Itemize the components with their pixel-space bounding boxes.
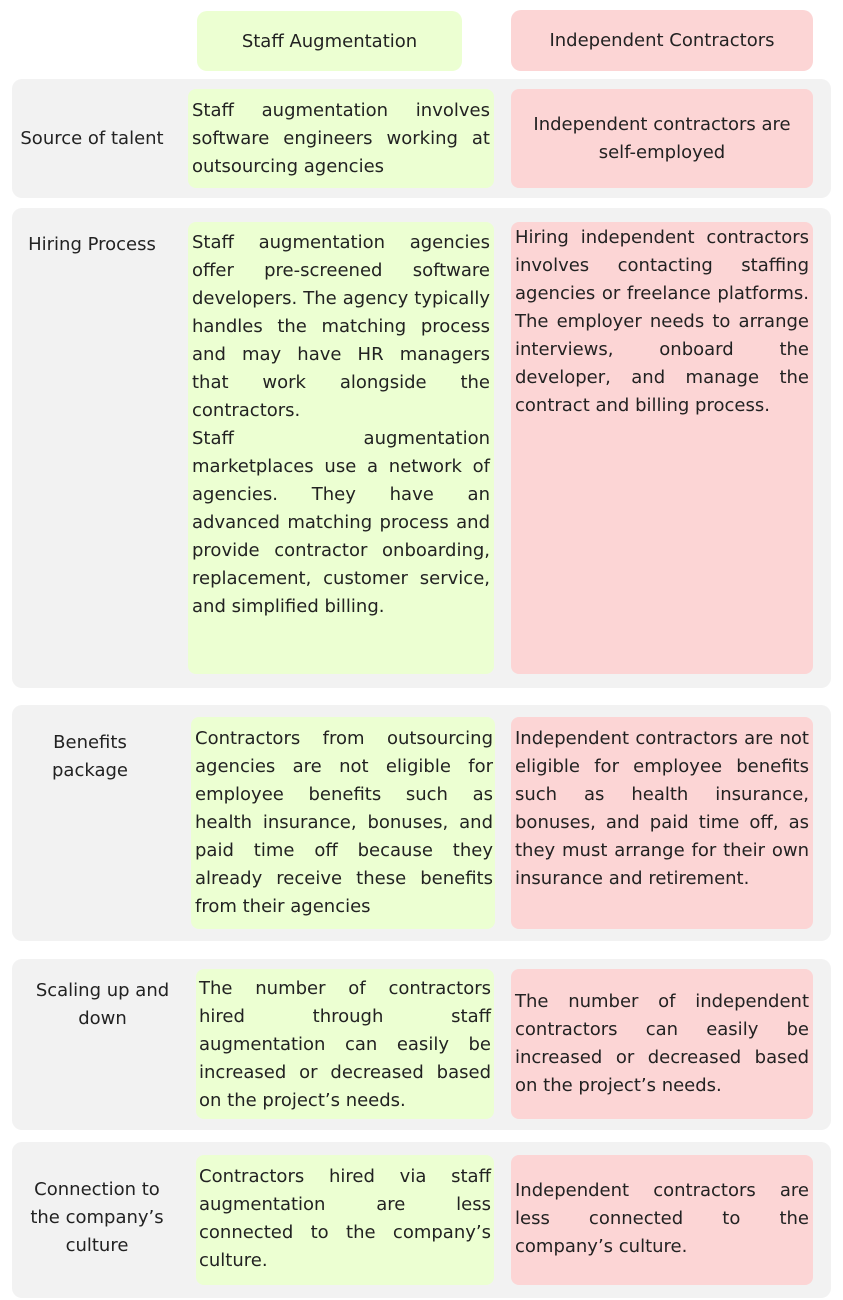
header-independent-label: Independent Contractors [549, 30, 775, 51]
header-independent-contractors [511, 10, 813, 71]
independent-text-hiring-process [513, 224, 811, 420]
staff-text-source-of-talent [190, 97, 492, 181]
row-label-culture: Connection to the company’s culture [30, 1179, 164, 1256]
staff-paragraph: Staff augmentation marketplaces use a network of agencies. They have an advanced matching process and provide contractor onboarding, replacement, customer service, and simplified billing. [192, 428, 490, 617]
staff-paragraph: Contractors hired via staff augmentation are less connected to the company’s culture. [199, 1166, 491, 1271]
row-label-source-of-talent: Source of talent [20, 128, 164, 149]
row-label-hiring-process: Hiring Process [28, 234, 156, 255]
staff-paragraph: Contractors from outsourcing agencies are not eligible for employee benefits such as health insurance, bonuses, and paid time off because they already receive these benefits from their agencies [195, 728, 493, 917]
header-staff-label: Staff Augmentation [241, 30, 418, 52]
staff-paragraph: Staff augmentation agencies offer pre-screened software developers. The agency typically handles the matching process and may have HR managers that work alongside the contractors. [192, 232, 490, 421]
independent-paragraph: Hiring independent contractors involves contacting staffing agencies or freelance platforms. The employer needs to arrange interviews, onboard the developer, and manage the contract and billing process. [515, 227, 809, 416]
staff-text-scaling [197, 975, 493, 1115]
staff-paragraph: The number of contractors hired through staff augmentation can easily be increased or decreased based on the project’s needs. [199, 978, 491, 1111]
independent-text-scaling [513, 988, 811, 1100]
staff-paragraph: Staff augmentation involves software engineers working at outsourcing agencies [192, 100, 490, 177]
staff-text-culture [197, 1163, 493, 1275]
independent-paragraph: Independent contractors are less connected to the company’s culture. [515, 1180, 809, 1257]
independent-text-benefits-package [513, 725, 811, 893]
staff-text-benefits-package [193, 725, 495, 921]
independent-paragraph: Independent contractors are not eligible for employee benefits such as health insurance, bonuses, and paid time off, as they must arrange for their own insurance and retirement. [515, 728, 809, 889]
independent-paragraph: Independent contractors are self-employed [533, 114, 791, 163]
row-label-benefits-package: Benefits package [52, 732, 128, 781]
independent-text-source-of-talent [513, 111, 811, 167]
row-label-scaling: Scaling up and down [35, 980, 170, 1029]
header-staff-augmentation [197, 11, 462, 71]
independent-paragraph: The number of independent contractors can easily be increased or decreased based on the project’s needs. [515, 991, 809, 1096]
staff-text-hiring-process [190, 229, 492, 621]
independent-text-culture [513, 1177, 811, 1261]
